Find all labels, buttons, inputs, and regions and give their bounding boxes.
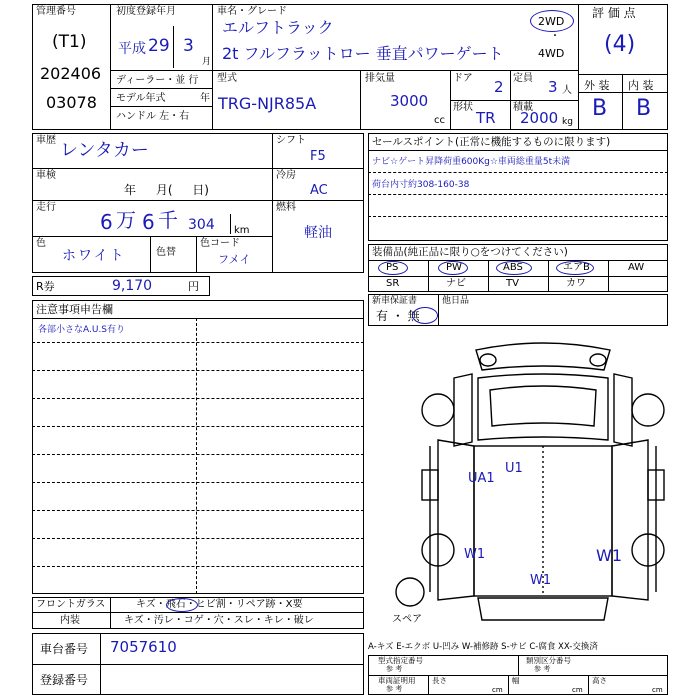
soubi-leather: カワ (566, 278, 586, 289)
car-name: エルフトラック (222, 18, 334, 37)
sales-label: セールスポイント(正常に機能するものに限ります) (372, 136, 611, 148)
color-code-value: フメイ (218, 253, 251, 266)
kanri-number-2: 03078 (46, 93, 97, 112)
nenryo-label: 燃料 (276, 202, 296, 213)
soubi-tv: TV (506, 278, 519, 289)
reibo-value: AC (310, 183, 328, 198)
teiin-value: 3 (548, 78, 558, 96)
sales-line-1: ナビ☆ゲート昇降荷重600Kg☆車両総重量5t未満 (372, 157, 571, 167)
shareki-value: レンタカー (60, 140, 149, 161)
shodo-label: 初度登録年月 (116, 6, 176, 17)
nagasa-cm: cm (492, 686, 503, 694)
soubi-navi: ナビ (446, 278, 466, 289)
sekisai-value: 2000 (520, 109, 559, 127)
door-label: ドア (453, 73, 473, 84)
color-code-label: 色コード (200, 238, 240, 249)
toroku-label: 登録番号 (40, 673, 89, 687)
shareki-label: 車歴 (36, 135, 56, 146)
hosho-value: 有 ・ 無 (376, 309, 420, 323)
r-ken-value: 9,170 (112, 278, 153, 294)
ruibetsu-sanko: 参 考 (534, 665, 551, 673)
chassis-value: 7057610 (110, 638, 177, 656)
soko-label: 走行 (36, 202, 56, 213)
mark-w1-left: W1 (464, 547, 486, 562)
shamei-label: 車名・グレード (217, 6, 287, 17)
soko-sen: 千 (158, 208, 178, 232)
kanri-number-1: 202406 (40, 64, 102, 83)
bikou-label: 他日品 (442, 296, 470, 306)
katashiki-shitei-label: 型式指定番号 (378, 656, 423, 665)
mark-u1: U1 (505, 461, 523, 476)
gaiso-label: 外 装 (584, 79, 610, 92)
sekisai-unit: kg (562, 117, 573, 127)
shaken-label: 車検 (36, 170, 56, 181)
haba-label: 幅 (512, 676, 520, 685)
haikiryo-label: 排気量 (365, 73, 395, 84)
car-diagram (368, 330, 668, 630)
notes-label: 注意事項申告欄 (36, 303, 113, 316)
sekisai-label: 積載 (513, 102, 533, 113)
naiso-row-label: 内装 (60, 615, 80, 626)
notes-frame (32, 300, 364, 594)
model-year-unit: 年 (200, 93, 210, 104)
year: 29 (148, 36, 170, 56)
notes-line-1: 各部小さなA.U.S有り (38, 325, 126, 335)
nenryo-value: 軽油 (304, 225, 332, 241)
naiso-value: B (636, 96, 652, 121)
model-year-label: モデル年式 (116, 93, 166, 104)
kanri-t: (T1) (52, 32, 87, 52)
door-value: 2 (494, 78, 504, 96)
soko-value-2: 6 (142, 210, 155, 234)
hyoka-label: 評 価 点 (592, 6, 636, 20)
dealer-label: ディーラー・並 行 (116, 75, 199, 86)
front-glass-value: キズ・飛石・ヒビ割・リペア跡・X要 (136, 599, 303, 610)
front-glass-label: フロントガラス (36, 599, 106, 610)
reibo-label: 冷房 (276, 170, 296, 181)
mark-w1-right: W1 (596, 546, 622, 565)
shaken-value: 年 月( 日) (124, 183, 209, 197)
irogae-label: 色替 (156, 247, 176, 258)
shadai-shomei-label: 車両証明用 (378, 676, 416, 685)
spare-label: スペア (392, 614, 422, 625)
haikiryo-unit: cc (434, 115, 445, 126)
ruibetsu-label: 類別区分番号 (526, 656, 571, 665)
r-ken-label: R券 (36, 280, 55, 293)
kanri-label: 管理番号 (36, 6, 76, 17)
soko-unit: km (234, 225, 250, 236)
keijo-label: 形状 (453, 102, 473, 113)
mark-w1-center: W1 (530, 573, 552, 588)
drive-2wd: 2WD (538, 15, 565, 28)
katashiki-shitei-sanko: 参 考 (386, 665, 403, 673)
era: 平成 (118, 41, 146, 57)
teiin-unit: 人 (562, 85, 572, 96)
haikiryo-value: 3000 (390, 92, 429, 110)
teiin-label: 定員 (513, 73, 533, 84)
month-unit: 月 (202, 57, 212, 67)
sales-line-2: 荷台内寸約308-160-38 (372, 180, 470, 190)
grade: 2t フルフラットロー 垂直パワーゲート (222, 44, 504, 63)
handle-label: ハンドル 左・右 (116, 111, 190, 122)
haba-cm: cm (572, 686, 583, 694)
soubi-label: 装備品(純正品に限り○をつけてください) (372, 246, 568, 258)
soko-value-3: 304 (188, 217, 215, 233)
hosho-label: 新車保証書 (372, 296, 418, 306)
nagasa-label: 長さ (432, 676, 447, 685)
chassis-label: 車台番号 (40, 642, 89, 656)
keijo-value: TR (476, 109, 496, 127)
iro-label: 色 (36, 238, 46, 249)
takasa-cm: cm (652, 686, 663, 694)
drive-4wd: 4WD (538, 47, 565, 60)
soubi-abs: ABS (503, 262, 523, 273)
katashiki-label: 型式 (217, 73, 237, 84)
soubi-airbag: エアB (563, 262, 590, 273)
r-ken-unit: 円 (188, 280, 199, 293)
hyoka-value: (4) (604, 32, 636, 57)
katashiki-value: TRG-NJR85A (218, 94, 317, 113)
takasa-label: 高さ (592, 676, 607, 685)
mark-ua1: UA1 (468, 471, 495, 486)
month: 3 (183, 36, 194, 56)
shift-value: F5 (310, 149, 326, 164)
shift-label: シフト (276, 135, 306, 146)
naiso-label: 内 装 (628, 79, 654, 92)
drive-dot: ・ (550, 31, 560, 42)
shadai-shomei-sanko: 参 考 (386, 685, 403, 693)
soko-man: 万 (116, 208, 136, 232)
gaiso-value: B (592, 96, 608, 121)
soubi-aw: AW (628, 262, 645, 273)
soko-value-1: 6 (100, 210, 113, 234)
iro-value: ホワイト (62, 248, 126, 264)
naiso-row-value: キズ・汚レ・コゲ・穴・スレ・キレ・破レ (124, 615, 314, 626)
soubi-pw: PW (446, 262, 462, 273)
soubi-sr: SR (386, 278, 400, 289)
soubi-ps: PS (386, 262, 399, 273)
legend: A-キズ E-エクボ U-凹み W-補修跡 S-サビ C-腐食 XX-交換済 (368, 642, 598, 652)
